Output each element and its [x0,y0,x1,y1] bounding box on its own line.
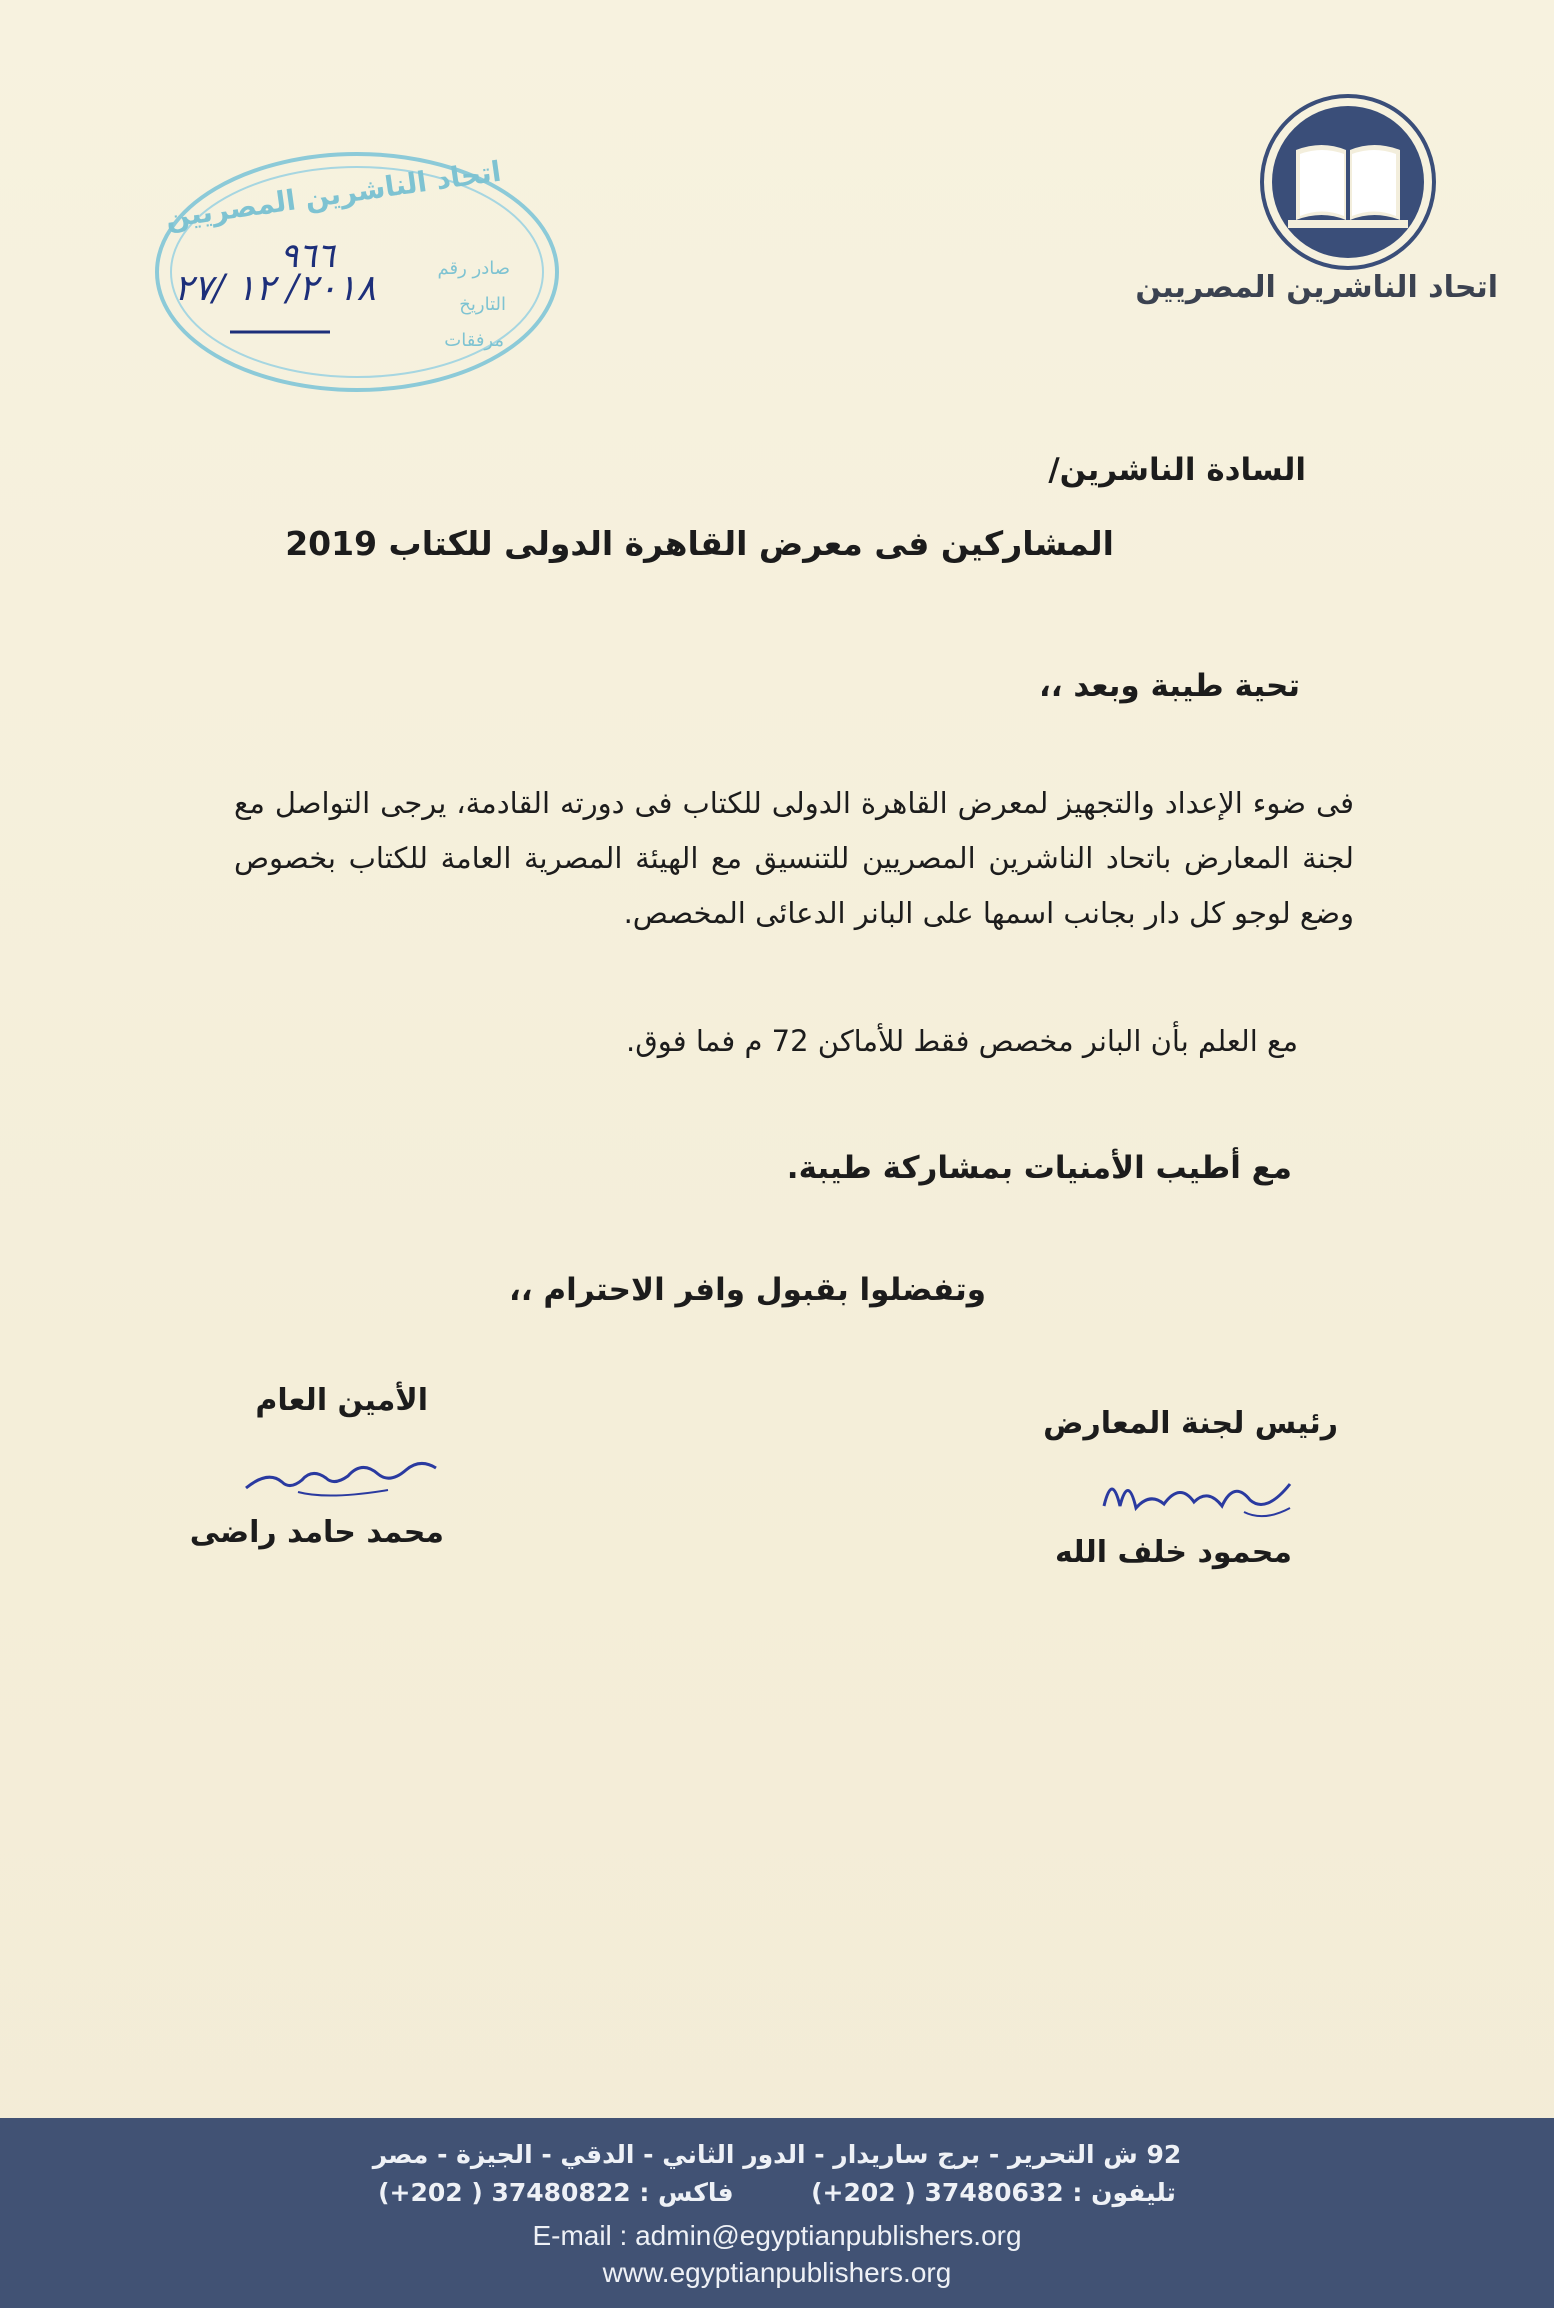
footer-website[interactable]: www.egyptianpublishers.org [602,2257,952,2288]
exhibitions-chair-title: رئيس لجنة المعارض [1043,1406,1338,1441]
stamp-org-name: اتحاد الناشرين المصريين [162,154,503,235]
stamp-number-label: صادر رقم [437,258,510,279]
closing-line: وتفضلوا بقبول وافر الاحترام ،، [509,1272,986,1308]
footer-contact-line [0,2178,1554,2207]
footer-bar [0,2118,1554,2308]
footer-fax: فاكس : 37480822 ( 202+) [378,2178,734,2207]
book-logo-icon [1258,92,1438,272]
stamp-date-label: التاريخ [459,294,506,315]
subject-line: المشاركين فى معرض القاهرة الدولى للكتاب 2019 [285,524,1114,563]
body-paragraph: فى ضوء الإعداد والتجهيز لمعرض القاهرة الدولى للكتاب فى دورته القادمة، يرجى التواصل مع لجنة المعارض باتحاد الناشرين المصريين للتنسيق مع الهيئة المصرية العامة للكتاب بخصوص وضع لوجو كل دار بجانب اسمها على البانر الدعائى المخصص. [234,786,1354,930]
stamp-attachments-label: مرفقات [444,330,504,351]
greeting: تحية طيبة وبعد ،، [1039,668,1300,704]
secretary-general-title: الأمين العام [255,1383,428,1418]
footer-email[interactable]: E-mail : admin@egyptianpublishers.org [532,2220,1022,2251]
outgoing-stamp [152,150,562,395]
footer-phone: تليفون : 37480632 ( 202+) [811,2178,1176,2207]
secretary-general-name: محمد حامد راضى [189,1515,444,1550]
footer-address: 92 ش التحرير - برج ساريدار - الدور الثاني - الدقي - الجيزة - مصر [372,2140,1182,2169]
wishes-line: مع أطيب الأمنيات بمشاركة طيبة. [786,1150,1292,1186]
org-name: اتحاد الناشرين المصريين [1135,270,1498,305]
stamp-date-value: ٢٠١٨/ ١٢ /٢٧ [174,268,376,309]
addressee: السادة الناشرين/ [1048,452,1306,488]
secretary-general-signature [238,1440,448,1510]
banner-note: مع العلم بأن البانر مخصص فقط للأماكن 72 م فما فوق. [626,1024,1298,1058]
exhibitions-chair-signature [1094,1462,1304,1532]
exhibitions-chair-name: محمود خلف الله [1055,1535,1292,1570]
stamp-number-value: ٩٦٦ [280,236,335,276]
